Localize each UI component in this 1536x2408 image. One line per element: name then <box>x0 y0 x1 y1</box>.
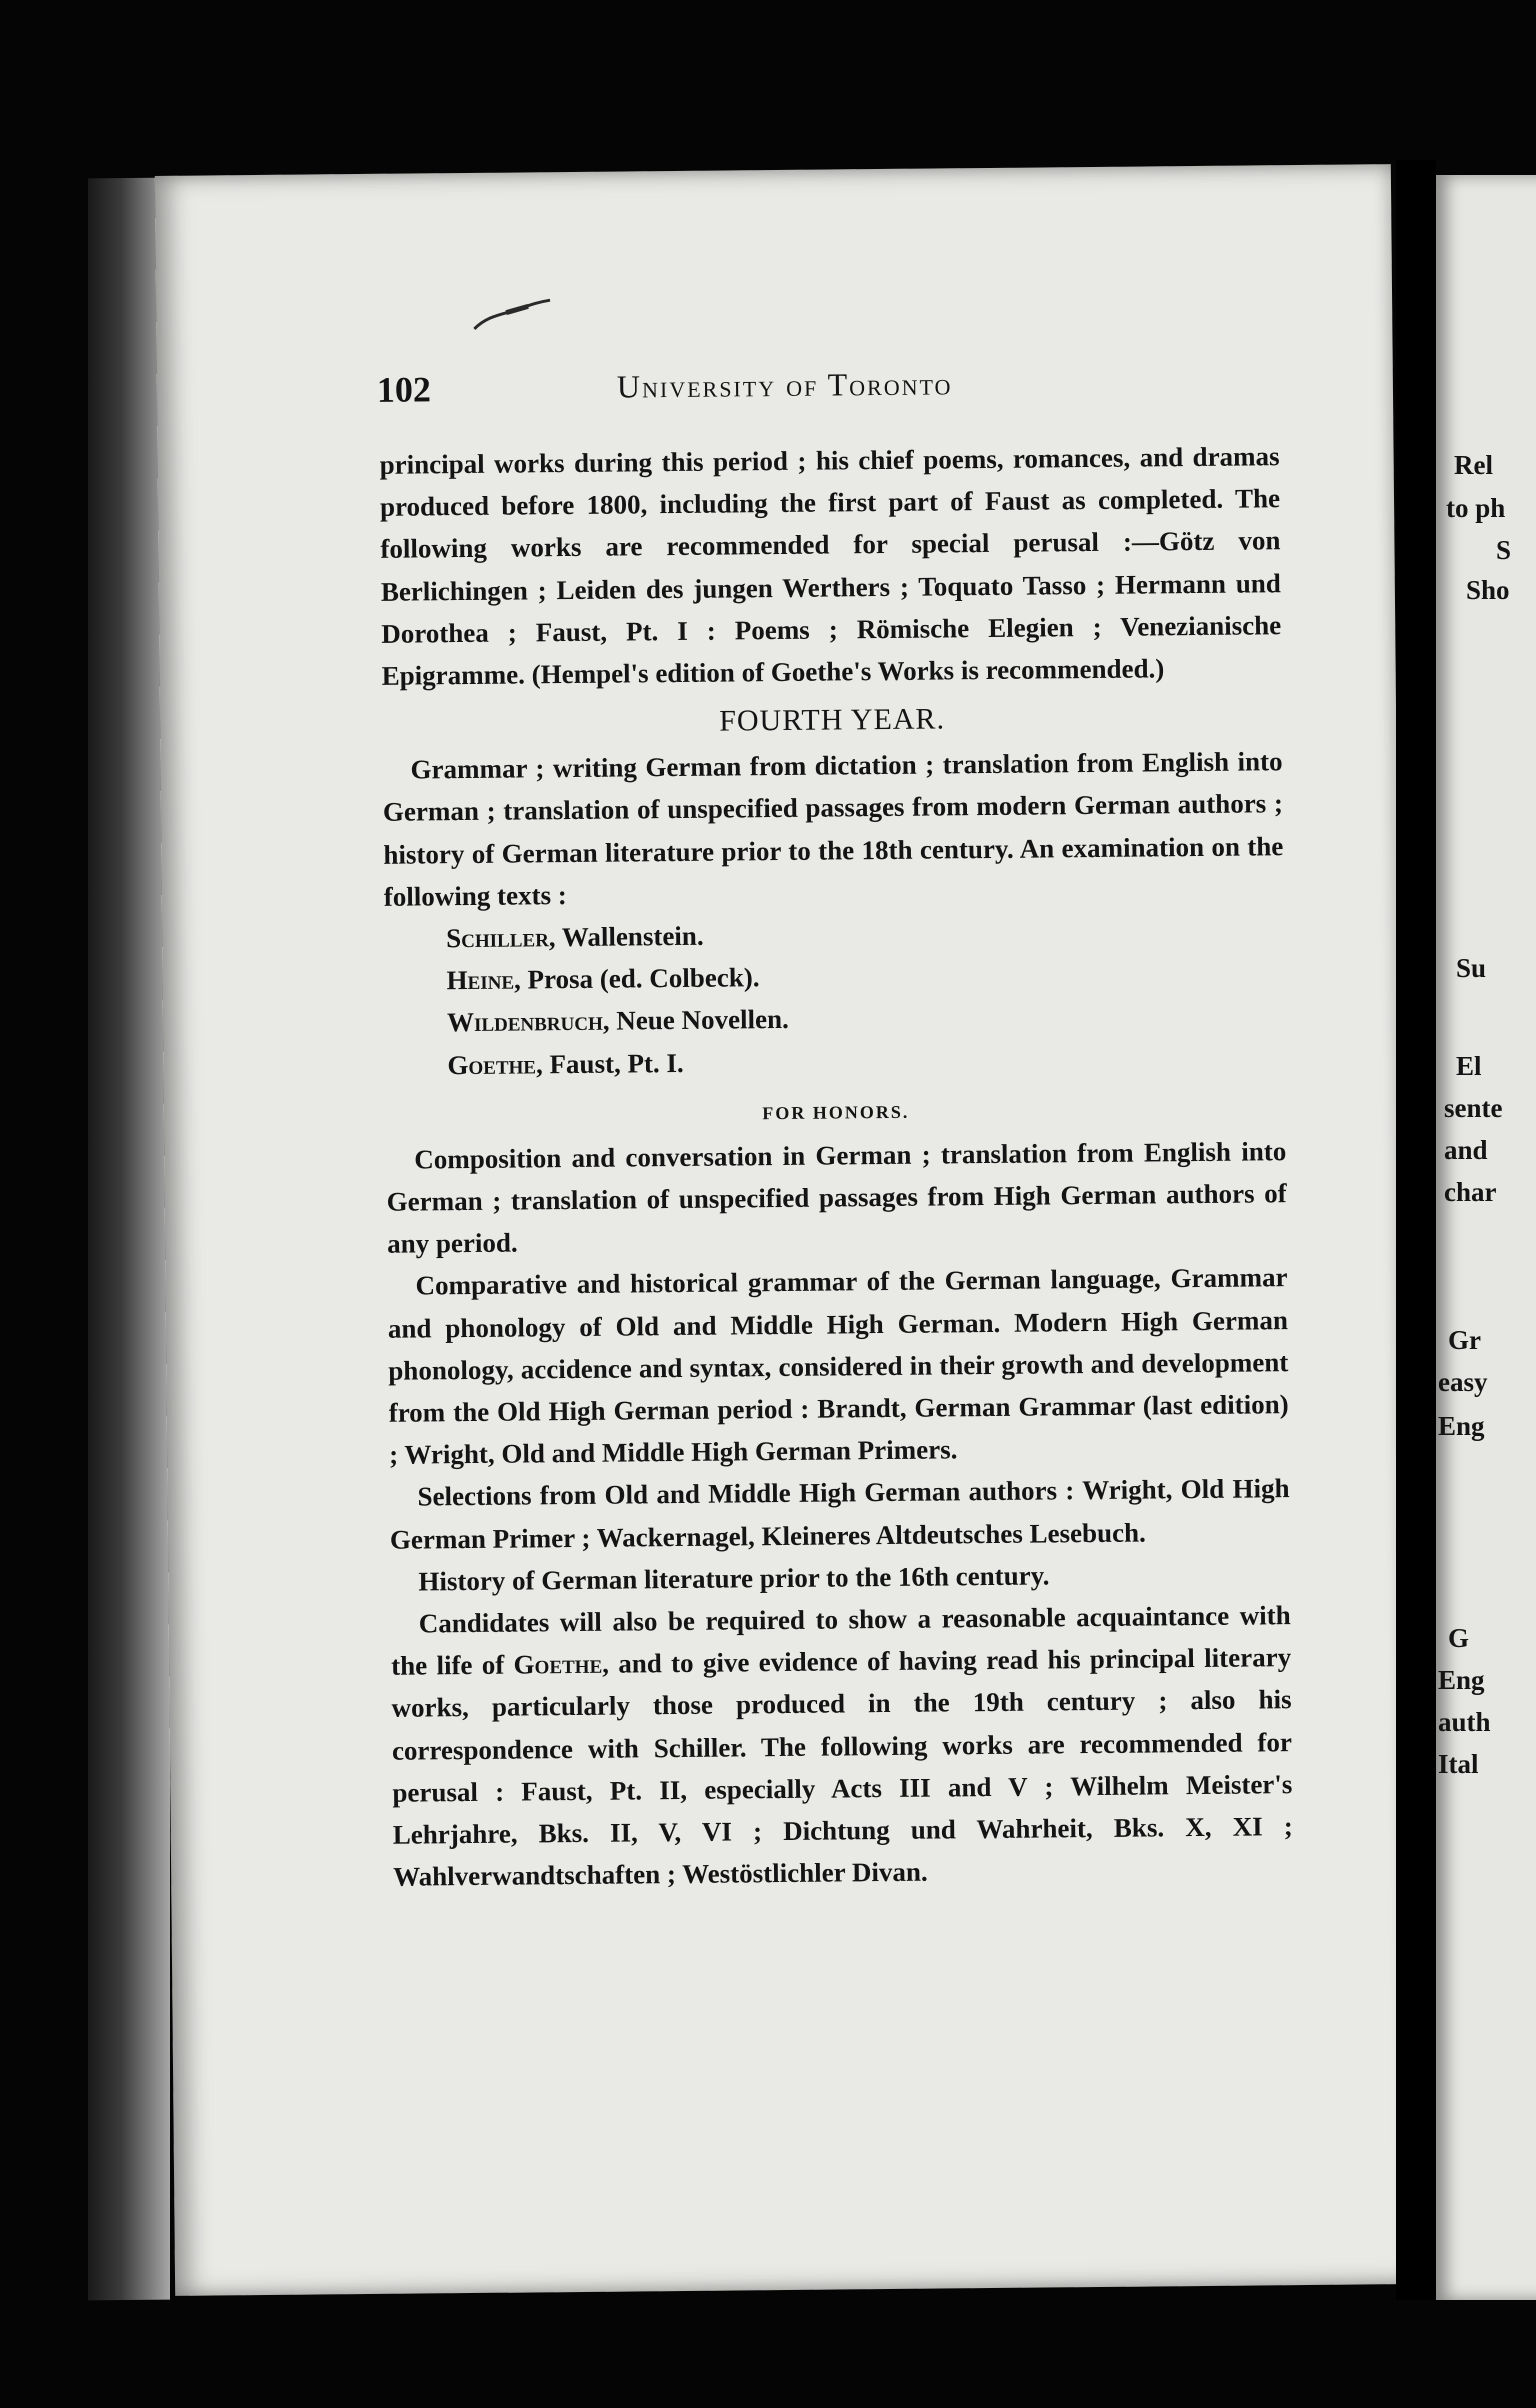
facing-page <box>1436 175 1536 2300</box>
facing-page-fragment: and <box>1444 1135 1488 1165</box>
text-title: , Prosa (ed. Colbeck). <box>513 962 760 995</box>
honors-paragraph: History of German literature prior to the 16th century. <box>418 1560 1050 1597</box>
facing-page-fragment: char <box>1444 1177 1497 1207</box>
prescribed-text-item <box>447 1036 1285 1086</box>
text-author: Heine <box>446 964 515 996</box>
facing-page-fragment: Eng <box>1438 1665 1485 1695</box>
final-author: Goethe <box>513 1649 603 1680</box>
facing-page-fragment: Eng <box>1438 1411 1485 1441</box>
facing-page-fragment: El <box>1456 1051 1482 1081</box>
text-author: Wildenbruch <box>446 1006 603 1038</box>
facing-page-fragment: Sho <box>1466 575 1510 605</box>
page-body <box>379 435 1293 1898</box>
facing-page-fragment: G <box>1448 1623 1470 1653</box>
honors-final-paragraph <box>391 1594 1294 1898</box>
running-title: University of Toronto <box>616 365 953 405</box>
intro-paragraph: principal works during this period ; his chief poems, romances, and dramas produced before 1800, including the first part of Faust as completed. The following works are recommended for special perusal :—Götz von Berlichingen ; Leiden des jungen Werthers ; Toquato Tasso ; Hermann und Dorothea ; Faust, Pt. I : Poems ; Römische Elegien ; Venezianische Epigramme. (Hempel's edition of Goethe's Works is recommended.) <box>379 441 1282 691</box>
facing-page-fragment: sente <box>1444 1093 1503 1123</box>
fourth-year-paragraph: Grammar ; writing German from dictation ; translation from English into German ; translation of unspecified passages from modern German authors ; history of German literature prior to the 18th century. An examination on the following texts : <box>382 746 1284 912</box>
facing-page-fragment: Ital <box>1438 1749 1479 1779</box>
text-title: , Neue Novellen. <box>602 1004 789 1037</box>
facing-page-fragment: S <box>1496 535 1512 565</box>
facing-page-fragment: to ph <box>1446 493 1506 523</box>
facing-page-fragment: Su <box>1456 953 1487 983</box>
final-text-start: Candidates will also be required to show a reasonable acquaintance with the life of <box>391 1600 1291 1682</box>
prescribed-texts-list <box>384 909 1286 1086</box>
fourth-year-heading: FOURTH YEAR. <box>719 702 946 738</box>
final-text-end: , and to give evidence of having read his principal literary works, particularly those produced in the 19th century ; also his correspondence with Schiller. The following works are recommended for perusal : Faust, Pt. II, especially Acts III and V ; Wilhelm Meister's Lehrjahre, Bks. II, V, VI ; Dichtung und Wahrheit, Bks. X, XI ; Wahlverwandtschaften ; Westöstlichler Divan. <box>391 1642 1293 1893</box>
facing-page-fragment: Gr <box>1448 1325 1481 1355</box>
honors-heading: FOR HONORS. <box>762 1101 910 1124</box>
facing-page-fragment: easy <box>1438 1367 1488 1397</box>
honors-paragraph: Selections from Old and Middle High German authors : Wright, Old High German Primer ; Wackernagel, Kleineres Altdeutsches Lesebuch. <box>389 1473 1290 1555</box>
page-gutter <box>1396 160 1436 2300</box>
honors-paragraph: Comparative and historical grammar of the German language, Grammar and phonology of Old and Middle High German. Modern High German phonology, accidence and syntax, considered in their growth and development from the Old High German period : Brandt, German Grammar (last edition) ; Wright, Old and Middle High German Primers. <box>387 1262 1289 1471</box>
text-title: , Faust, Pt. I. <box>535 1047 684 1080</box>
book-page <box>155 164 1411 2296</box>
honors-paragraph: Composition and conversation in German ; translation from English into German ; translation of unspecified passages from High German authors of any period. <box>386 1136 1287 1260</box>
facing-page-fragment: Rel <box>1454 450 1493 480</box>
text-author: Schiller <box>446 922 549 954</box>
facing-page-fragment: auth <box>1438 1707 1491 1737</box>
page-number: 102 <box>376 369 432 410</box>
ink-mark <box>466 294 556 335</box>
page-header <box>377 361 1244 429</box>
text-title: , Wallenstein. <box>548 920 704 953</box>
text-author: Goethe <box>447 1049 537 1080</box>
